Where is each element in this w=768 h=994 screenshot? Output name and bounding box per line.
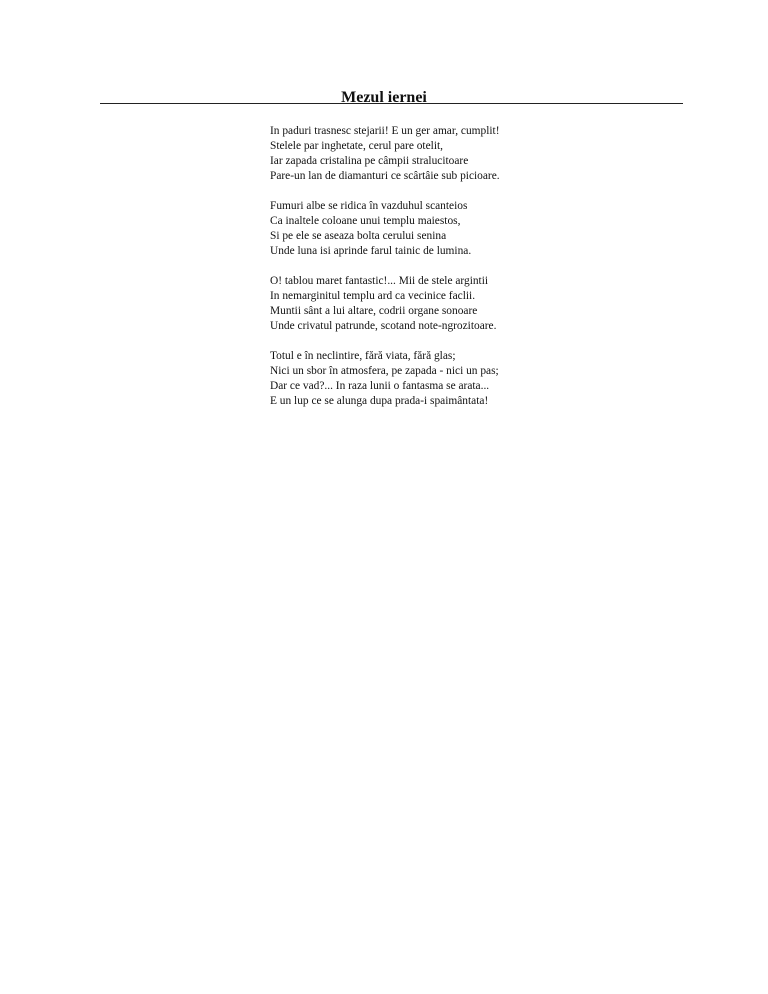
poem-body — [270, 124, 600, 424]
poem-line: Fumuri albe se ridica în vazduhul scanteios — [270, 200, 468, 212]
poem-line: Pare-un lan de diamanturi ce scârtâie sub picioare. — [270, 170, 500, 182]
poem-line: In nemarginitul templu ard ca vecinice faclii. — [270, 290, 476, 302]
poem-line: Stelele par inghetate, cerul pare otelit, — [270, 140, 443, 152]
poem-title: Mezul iernei — [341, 89, 427, 104]
poem-line: Muntii sânt a lui altare, codrii organe sonoare — [270, 305, 478, 317]
stanza — [270, 199, 600, 259]
stanza — [270, 124, 600, 184]
poem-line: O! tablou maret fantastic!... Mii de stele argintii — [270, 275, 489, 287]
poem-line: In paduri trasnesc stejarii! E un ger amar, cumplit! — [270, 125, 500, 137]
poem-line: E un lup ce se alunga dupa prada-i spaimântata! — [270, 395, 489, 407]
poem-line: Si pe ele se aseaza bolta cerului senina — [270, 230, 447, 242]
poem-line: Unde luna isi aprinde farul tainic de lumina. — [270, 245, 472, 257]
poem-line: Nici un sbor în atmosfera, pe zapada - nici un pas; — [270, 365, 499, 377]
stanza — [270, 349, 600, 409]
poem-line: Iar zapada cristalina pe câmpii stralucitoare — [270, 155, 469, 167]
poem-line: Unde crivatul patrunde, scotand note-ngrozitoare. — [270, 320, 497, 332]
poem-line: Totul e în neclintire, fără viata, fără glas; — [270, 350, 456, 362]
poem-line: Dar ce vad?... In raza lunii o fantasma se arata... — [270, 380, 490, 392]
poem-line: Ca inaltele coloane unui templu maiestos, — [270, 215, 461, 227]
stanza — [270, 274, 600, 334]
